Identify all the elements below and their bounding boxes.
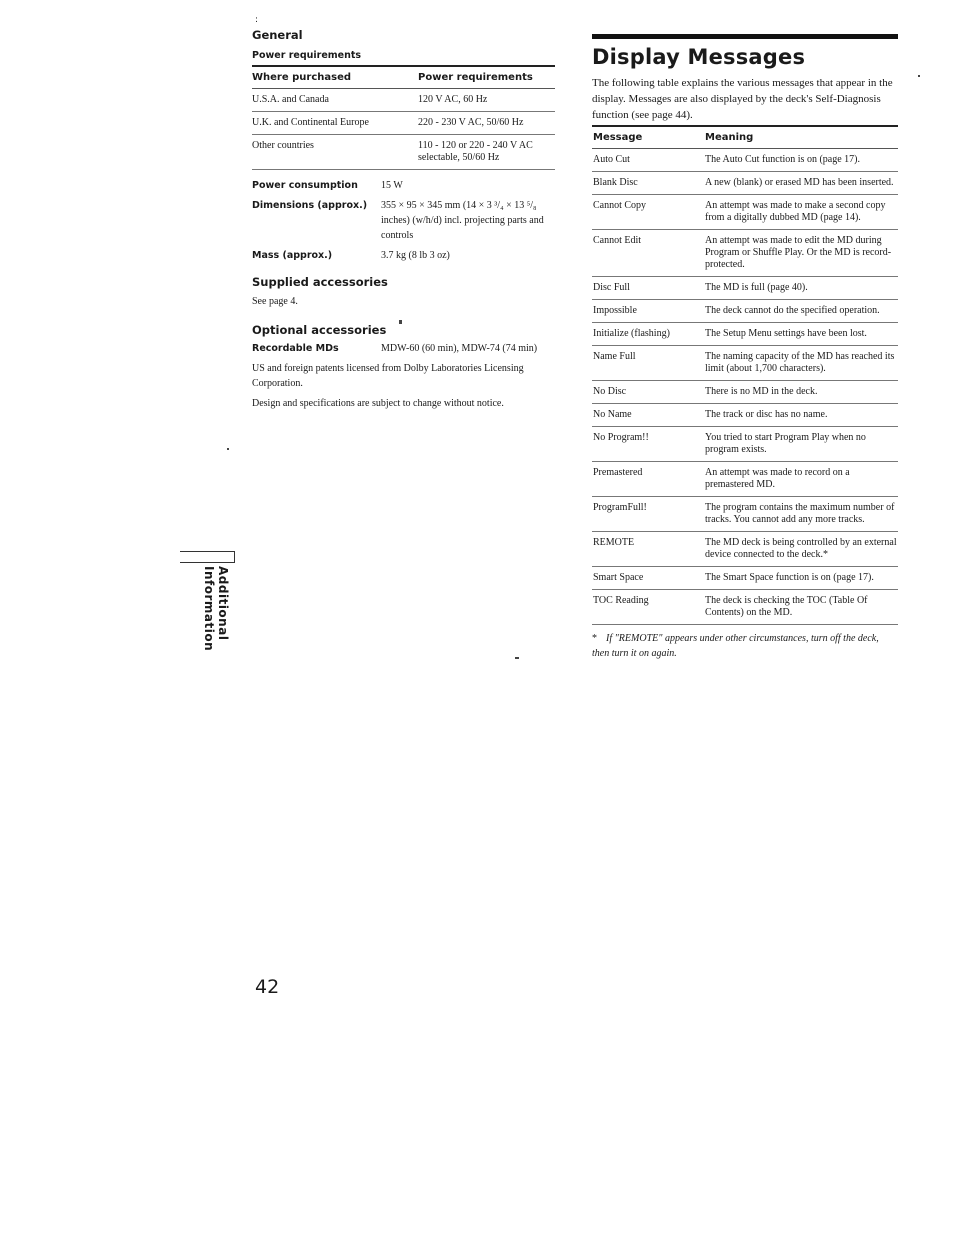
left-column: [252, 15, 556, 411]
meaning-cell: The deck cannot do the specified operation.: [704, 300, 898, 323]
meaning-cell: An attempt was made to edit the MD during Program or Shuffle Play. Or the MD is record-protected.: [704, 230, 898, 277]
optional-item-label: Recordable MDs: [252, 343, 339, 354]
meaning-cell: The Auto Cut function is on (page 17).: [704, 149, 898, 172]
meaning-cell: The track or disc has no name.: [704, 404, 898, 427]
table-row: [592, 532, 898, 567]
spec-label: Dimensions (approx.): [252, 200, 368, 211]
title-rule: [592, 34, 898, 39]
table-row: [592, 404, 898, 427]
power-requirements-heading: Power requirements: [252, 50, 362, 61]
column-header-message: Message: [592, 126, 704, 149]
table-row: [592, 300, 898, 323]
optional-item: [252, 341, 556, 356]
column-header-where: Where purchased: [252, 66, 418, 89]
table-row: [592, 381, 898, 404]
meaning-cell: The naming capacity of the MD has reached its limit (about 1,700 characters).: [704, 346, 898, 381]
table-row: [592, 277, 898, 300]
column-header-power: Power requirements: [418, 66, 555, 89]
where-cell: U.S.A. and Canada: [252, 89, 418, 112]
meaning-cell: The MD deck is being controlled by an external device connected to the deck.*: [704, 532, 898, 567]
meaning-cell: The Setup Menu settings have been lost.: [704, 323, 898, 346]
power-cell: 110 - 120 or 220 - 240 V AC selectable, 50/60 Hz: [418, 135, 555, 170]
power-requirements-table: [252, 65, 555, 170]
table-row: [592, 497, 898, 532]
right-column: [592, 34, 898, 661]
message-cell: Name Full: [592, 346, 704, 381]
table-row: [252, 89, 555, 112]
scan-speck: [399, 320, 402, 324]
optional-accessories-heading: Optional accessories: [252, 323, 387, 337]
supplied-accessories-heading: Supplied accessories: [252, 275, 388, 289]
power-cell: 120 V AC, 60 Hz: [418, 89, 555, 112]
message-cell: TOC Reading: [592, 590, 704, 625]
meaning-cell: The program contains the maximum number of tracks. You cannot add any more tracks.: [704, 497, 898, 532]
meaning-cell: The Smart Space function is on (page 17).: [704, 567, 898, 590]
table-row: [592, 346, 898, 381]
scan-speck: [227, 448, 229, 450]
column-header-meaning: Meaning: [704, 126, 898, 149]
supplied-accessories-text: See page 4.: [252, 296, 298, 307]
footnote-marker: *: [592, 633, 597, 644]
message-cell: Disc Full: [592, 277, 704, 300]
side-tab-bracket: [180, 551, 235, 563]
spec-label: Power consumption: [252, 180, 358, 191]
meaning-cell: There is no MD in the deck.: [704, 381, 898, 404]
side-tab-label: Additional Information: [202, 566, 230, 652]
where-cell: U.K. and Continental Europe: [252, 112, 418, 135]
footnote-text: If "REMOTE" appears under other circumstances, turn off the deck, then turn it on again.: [592, 633, 879, 659]
power-table-body: [252, 89, 555, 170]
spec-value: 355 × 95 × 345 mm (14 × 3 ³/₄ × 13 ⁵/₈ inches) (w/h/d) incl. projecting parts and controls: [381, 200, 544, 241]
message-cell: Cannot Edit: [592, 230, 704, 277]
optional-item-value: MDW-60 (60 min), MDW-74 (74 min): [381, 343, 538, 354]
spec-value: 3.7 kg (8 lb 3 oz): [381, 250, 450, 261]
where-cell: Other countries: [252, 135, 418, 170]
table-row: [592, 567, 898, 590]
display-messages-table: [592, 125, 898, 625]
message-cell: ProgramFull!: [592, 497, 704, 532]
table-row: [252, 135, 555, 170]
message-cell: Blank Disc: [592, 172, 704, 195]
spec-power-consumption: [252, 178, 556, 193]
table-row: [592, 462, 898, 497]
message-cell: Initialize (flashing): [592, 323, 704, 346]
message-cell: No Name: [592, 404, 704, 427]
power-table-header: [252, 66, 555, 89]
page-number: 42: [255, 976, 280, 998]
design-notice: Design and specifications are subject to change without notice.: [252, 398, 504, 409]
meaning-cell: An attempt was made to make a second copy from a digitally dubbed MD (page 14).: [704, 195, 898, 230]
message-cell: Premastered: [592, 462, 704, 497]
table-row: [592, 427, 898, 462]
message-cell: Smart Space: [592, 567, 704, 590]
spec-mass: [252, 248, 556, 263]
patent-notice: US and foreign patents licensed from Dolby Laboratories Licensing Corporation.: [252, 363, 524, 389]
message-cell: Cannot Copy: [592, 195, 704, 230]
message-cell: Impossible: [592, 300, 704, 323]
power-cell: 220 - 230 V AC, 50/60 Hz: [418, 112, 555, 135]
general-heading: General: [252, 28, 303, 42]
scan-speck: [515, 657, 519, 659]
table-row: [592, 149, 898, 172]
table-row: [252, 112, 555, 135]
footnote: [592, 631, 898, 661]
meaning-cell: The deck is checking the TOC (Table Of Contents) on the MD.: [704, 590, 898, 625]
meaning-cell: A new (blank) or erased MD has been inserted.: [704, 172, 898, 195]
table-row: [592, 323, 898, 346]
scan-speck: [918, 75, 920, 77]
side-tab: [188, 566, 228, 716]
spec-value: 15 W: [381, 180, 403, 191]
messages-table-header: [592, 126, 898, 149]
table-row: [592, 195, 898, 230]
message-cell: No Program!!: [592, 427, 704, 462]
table-row: [592, 590, 898, 625]
table-row: [592, 230, 898, 277]
meaning-cell: An attempt was made to record on a premastered MD.: [704, 462, 898, 497]
scan-marks: :: [255, 15, 259, 25]
message-cell: REMOTE: [592, 532, 704, 567]
message-cell: No Disc: [592, 381, 704, 404]
meaning-cell: You tried to start Program Play when no program exists.: [704, 427, 898, 462]
messages-table-body: [592, 149, 898, 625]
spec-label: Mass (approx.): [252, 250, 333, 261]
message-cell: Auto Cut: [592, 149, 704, 172]
spec-dimensions: [252, 198, 556, 243]
meaning-cell: The MD is full (page 40).: [704, 277, 898, 300]
table-row: [592, 172, 898, 195]
intro-paragraph: The following table explains the various messages that appear in the display. Messages are also displayed by the deck's Self-Diagnosis function (see page 44).: [592, 77, 893, 121]
page-title: Display Messages: [592, 45, 806, 69]
